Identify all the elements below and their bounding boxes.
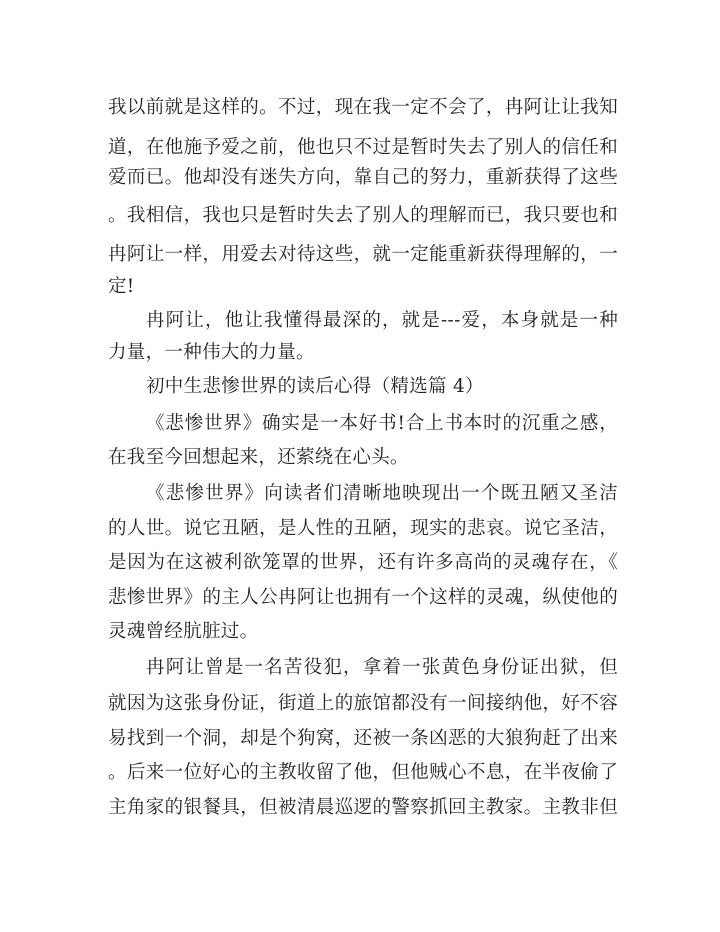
text-line-15: 悲惨世界》的主人公冉阿让也拥有一个这样的灵魂，纵使他的: [108, 587, 618, 608]
text-line-8: 力量，一种伟大的力量。: [108, 342, 315, 363]
text-line-5: 冉阿让一样，用爱去对待这些，就一定能重新获得理解的，一: [108, 244, 618, 265]
text-line-10: 《悲惨世界》确实是一本好书!合上书本时的沉重之感，: [146, 413, 618, 434]
section-heading: 初中生悲惨世界的读后心得（精选篇 4）: [146, 376, 484, 397]
text-line-20: 。后来一位好心的主教收留了他，但他贼心不息，在半夜偷了: [108, 762, 618, 783]
text-line-11: 在我至今回想起来，还萦绕在心头。: [108, 447, 409, 468]
text-line-17: 冉阿让曾是一名苦役犯，拿着一张黄色身份证出狱，但: [146, 657, 618, 678]
text-line-6: 定!: [108, 276, 135, 297]
text-line-1: 我以前就是这样的。不过，现在我一定不会了，冉阿让让我知: [108, 97, 618, 118]
text-line-16: 灵魂曾经肮脏过。: [108, 621, 259, 642]
text-line-12: 《悲惨世界》向读者们清晰地映现出一个既丑陋又圣洁: [146, 483, 618, 504]
text-line-7: 冉阿让，他让我懂得最深的，就是---爱，本身就是一种: [146, 310, 618, 331]
text-line-4: 。我相信，我也只是暂时失去了别人的理解而已，我只要也和: [108, 205, 618, 226]
text-line-13: 的人世。说它丑陋，是人性的丑陋，现实的悲哀。说它圣洁，: [108, 518, 618, 539]
text-line-19: 易找到一个洞，却是个狗窝，还被一条凶恶的大狼狗赶了出来: [108, 728, 618, 749]
text-line-14: 是因为在这被利欲笼罩的世界，还有许多高尚的灵魂存在，《: [108, 552, 618, 573]
text-line-3: 爱而已。他却没有迷失方向，靠自己的努力，重新获得了这些: [108, 167, 618, 188]
text-line-21: 主角家的银餐具，但被清晨巡逻的警察抓回主教家。主教非但: [108, 797, 618, 818]
text-line-18: 就因为这张身份证，街道上的旅馆都没有一间接纳他，好不容: [108, 693, 618, 714]
text-line-2: 道，在他施予爱之前，他也只不过是暂时失去了别人的信任和: [108, 137, 618, 158]
